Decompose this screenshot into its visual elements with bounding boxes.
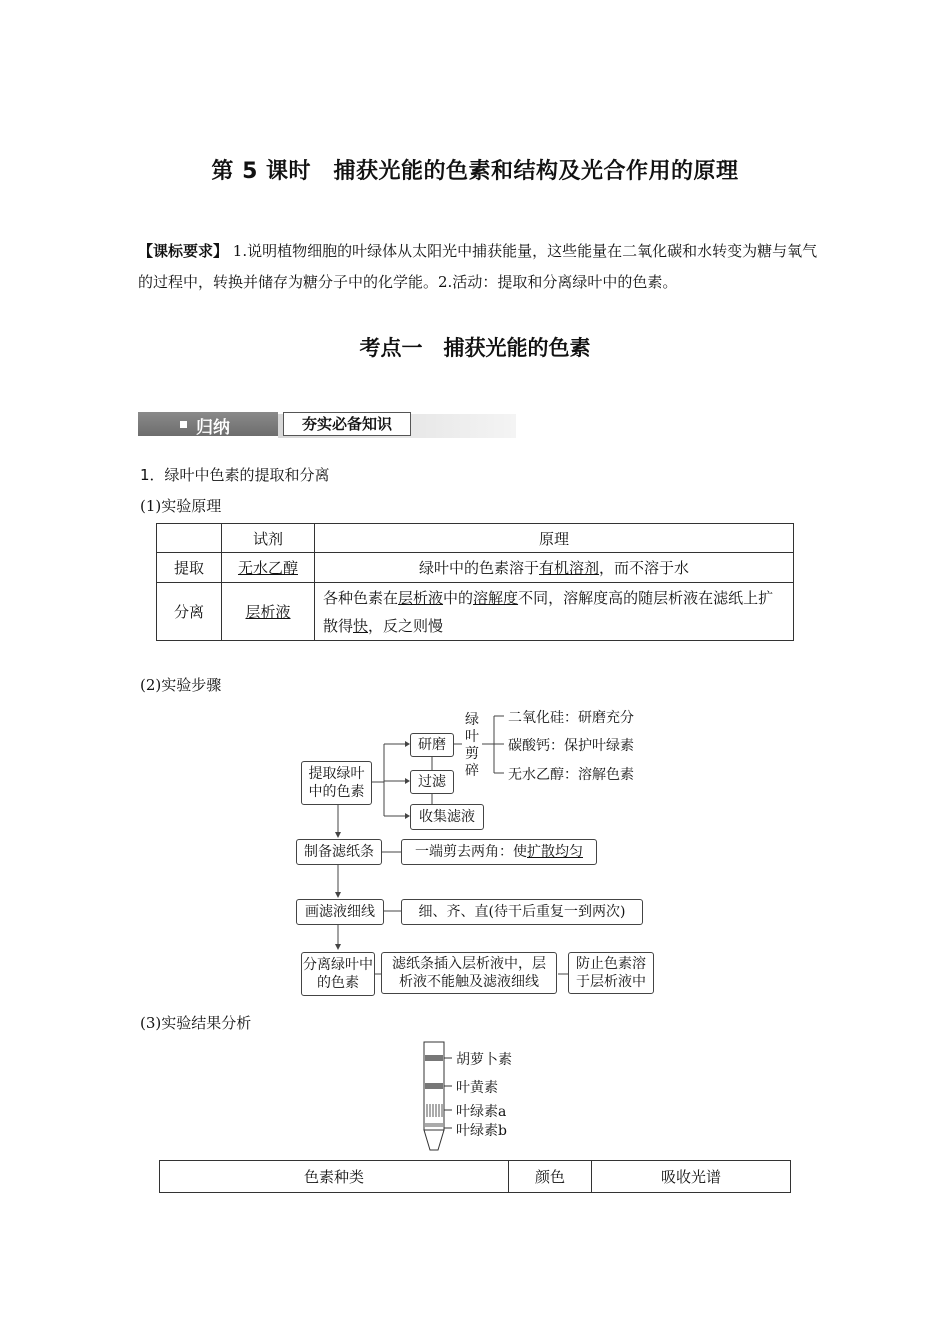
row-name: 分离 [157,583,222,641]
grind-box: 研磨 [410,733,454,757]
ethanol-note: 无水乙醇：溶解色素 [508,767,634,783]
requirement-text: 1.说明植物细胞的叶绿体从太阳光中捕获能量，这些能量在二氧化碳和水转变为糖与氧气的过程中，转换并储存为糖分子中的化学能。2.活动：提取和分离绿叶中的色素。 [138,242,818,291]
extract-box: 提取绿叶中的色素 [301,761,372,805]
line-box: 画滤液细线 [296,899,384,925]
cut-label: 绿叶剪碎 [465,712,479,779]
reagent: 无水乙醇 [237,559,298,577]
section-title: 考点一 捕获光能的色素 [359,336,591,360]
principle-cell: 各种色素在层析液中的溶解度不同，溶解度高的随层析液在滤纸上扩散得快，反之则慢 [315,583,794,641]
sio2-note: 二氧化硅：研磨充分 [508,710,634,726]
separate-note-box: 滤纸条插入层析液中，层析液不能触及滤液细线 [381,952,557,994]
band-label: 胡萝卜素 [456,1052,512,1068]
table-header: 颜色 [509,1161,592,1193]
caco3-note: 碳酸钙：保护叶绿素 [508,738,634,754]
table-header: 试剂 [222,524,315,553]
principle-cell: 绿叶中的色素溶于有机溶剂，而不溶于水 [315,553,794,583]
line-note-box: 细、齐、直(待干后重复一到两次) [401,899,643,925]
strip-box: 制备滤纸条 [296,839,382,865]
band-label: 叶黄素 [456,1080,498,1096]
filter-box: 过滤 [410,770,454,794]
sub-results: (3)实验结果分析 [140,1014,252,1032]
collect-box: 收集滤液 [410,804,484,830]
reagent: 层析液 [245,603,291,621]
table-header: 原理 [315,524,794,553]
table-header: 色素种类 [160,1161,509,1193]
chromatography-strip-icon [418,1040,452,1156]
band-label: 叶绿素a [456,1104,507,1120]
page-title: 第 5 课时 捕获光能的色素和结构及光合作用的原理 [211,159,739,184]
sub-steps: (2)实验步骤 [140,676,222,694]
separate-box: 分离绿叶中的色素 [301,952,375,996]
row-name: 提取 [157,553,222,583]
prevent-box: 防止色素溶于层析液中 [568,952,654,994]
requirement-tag: 【课标要求】 [138,242,229,260]
table-header: 吸收光谱 [592,1161,791,1193]
sub-principle: (1)实验原理 [140,497,222,515]
banner-label: 归纳 [196,418,230,438]
banner-box: 夯实必备知识 [283,412,411,436]
band-label: 叶绿素b [456,1123,507,1139]
strip-note-box: 一端剪去两角：使 扩散均匀 [401,839,597,865]
heading-extraction: 1．绿叶中色素的提取和分离 [140,466,330,484]
result-table [159,1160,791,1193]
